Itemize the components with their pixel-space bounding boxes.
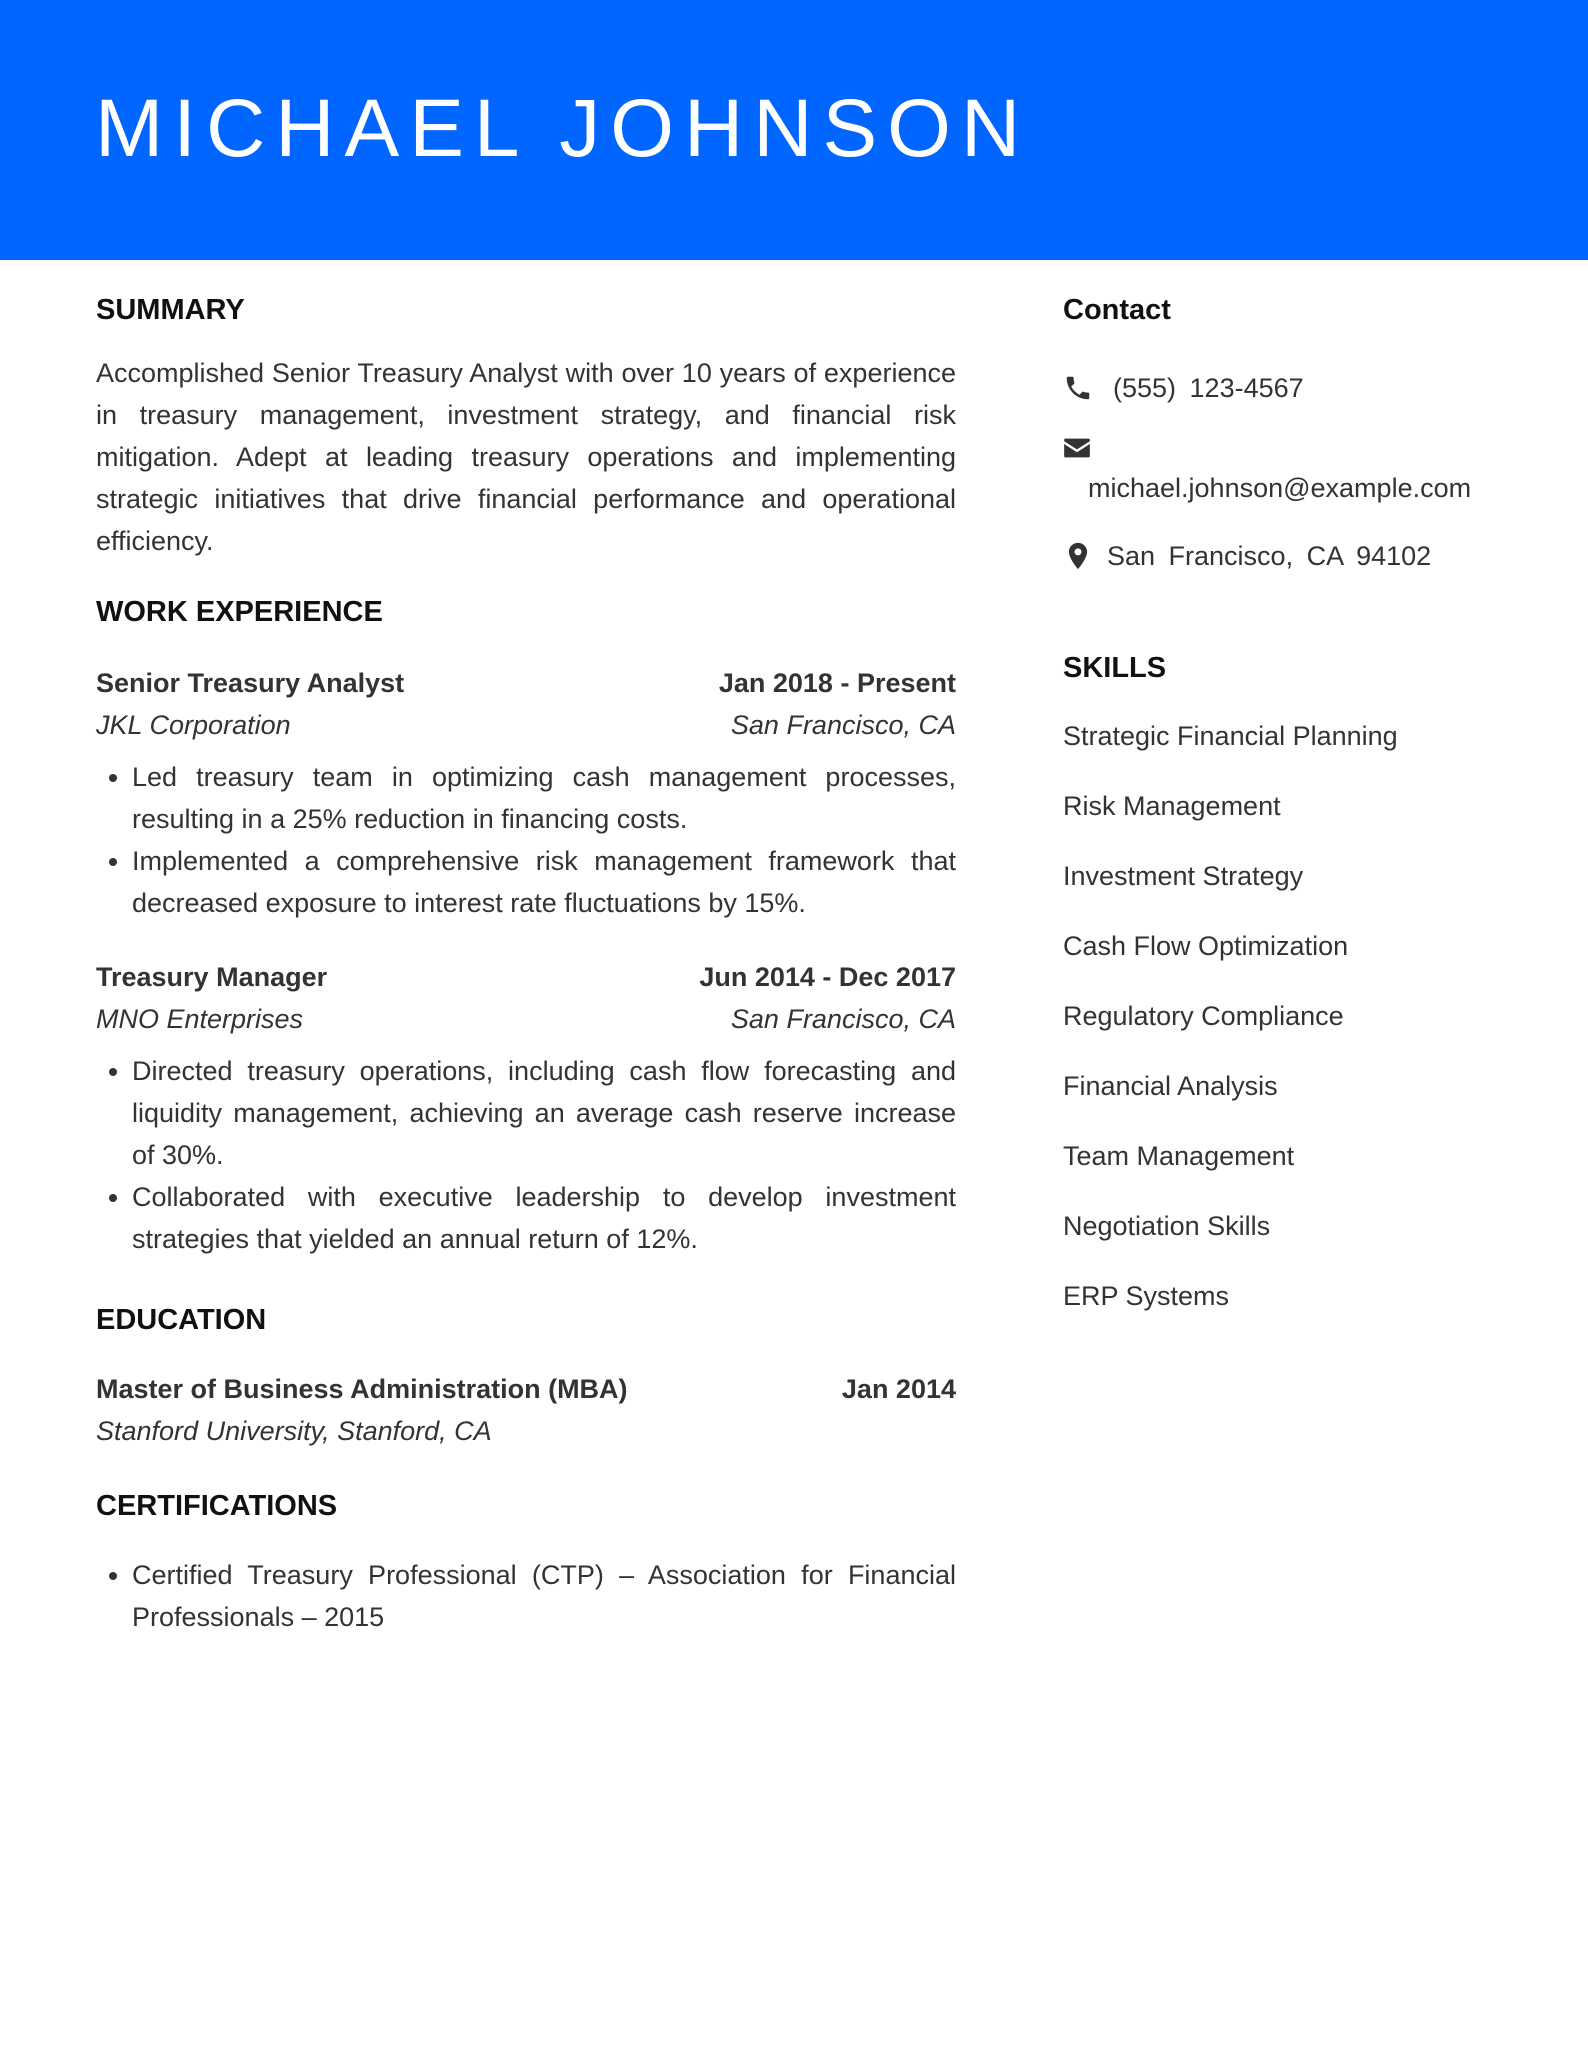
degree-date: Jan 2014 (841, 1374, 956, 1404)
job-title: Treasury Manager (96, 962, 328, 992)
job-title: Senior Treasury Analyst (96, 668, 405, 698)
map-pin-icon (1063, 541, 1093, 571)
certification-item: • Certified Treasury Professional (CTP) – Association for Financial Professionals – 2015 (132, 1554, 956, 1638)
contact-phone (1063, 368, 1523, 408)
skill-item: ERP Systems (1063, 1281, 1230, 1311)
education-entry (96, 1368, 956, 1452)
sidebar-column (1063, 290, 1523, 1316)
skill-item: Negotiation Skills (1063, 1211, 1271, 1241)
job-company: MNO Enterprises (96, 1004, 304, 1034)
skill-item: Risk Management (1063, 791, 1281, 821)
job-location: San Francisco, CA (730, 710, 956, 740)
contact-email (1063, 436, 1523, 508)
skill-item: Financial Analysis (1063, 1071, 1278, 1101)
job-bullets (96, 756, 956, 924)
summary-heading: SUMMARY (96, 294, 245, 326)
certifications-list (96, 1554, 956, 1638)
job-bullet: • Directed treasury operations, including cash flow forecasting and liquidity management, achieving an average cash reserve increase of 30%. (132, 1050, 956, 1176)
candidate-name: MICHAEL JOHNSON (95, 83, 1031, 174)
job-dates: Jan 2018 - Present (718, 668, 956, 698)
skill-item: Regulatory Compliance (1063, 1001, 1344, 1031)
skills-heading: SKILLS (1063, 652, 1167, 684)
certifications-heading: CERTIFICATIONS (96, 1490, 338, 1522)
skill-item: Cash Flow Optimization (1063, 931, 1349, 961)
skill-item: Investment Strategy (1063, 861, 1304, 891)
job-bullets (96, 1050, 956, 1260)
job-dates: Jun 2014 - Dec 2017 (699, 962, 956, 992)
job-bullet: • Implemented a comprehensive risk management framework that decreased exposure to interest rate fluctuations by 15%. (132, 840, 956, 924)
phone-number: (555) 123-4567 (1113, 373, 1304, 403)
main-column (96, 290, 956, 1638)
job-entry (96, 956, 956, 1260)
location-text: San Francisco, CA 94102 (1107, 541, 1432, 571)
job-bullet: • Collaborated with executive leadership to develop investment strategies that yielded an annual return of 12%. (132, 1176, 956, 1260)
work-experience-heading: WORK EXPERIENCE (96, 596, 383, 628)
email-address: michael.johnson@example.com (1088, 473, 1472, 503)
job-company: JKL Corporation (96, 710, 291, 740)
contact-heading: Contact (1063, 294, 1171, 326)
contact-location (1063, 536, 1523, 576)
envelope-icon (1063, 436, 1091, 460)
school: Stanford University, Stanford, CA (96, 1416, 492, 1446)
phone-icon (1063, 373, 1093, 403)
job-location: San Francisco, CA (730, 1004, 956, 1034)
header-banner (0, 0, 1588, 260)
education-heading: EDUCATION (96, 1304, 267, 1336)
skill-item: Team Management (1063, 1141, 1295, 1171)
job-entry (96, 662, 956, 924)
skill-item: Strategic Financial Planning (1063, 721, 1398, 751)
skills-list (1063, 716, 1523, 1316)
degree: Master of Business Administration (MBA) (96, 1374, 628, 1404)
summary-text: Accomplished Senior Treasury Analyst with over 10 years of experience in treasury management, investment strategy, and financial risk mitigation. Adept at leading treasury operations and implementing strategic initiatives that drive financial performance and operational efficiency. (96, 358, 956, 556)
job-bullet: • Led treasury team in optimizing cash management processes, resulting in a 25% reduction in financing costs. (132, 756, 956, 840)
